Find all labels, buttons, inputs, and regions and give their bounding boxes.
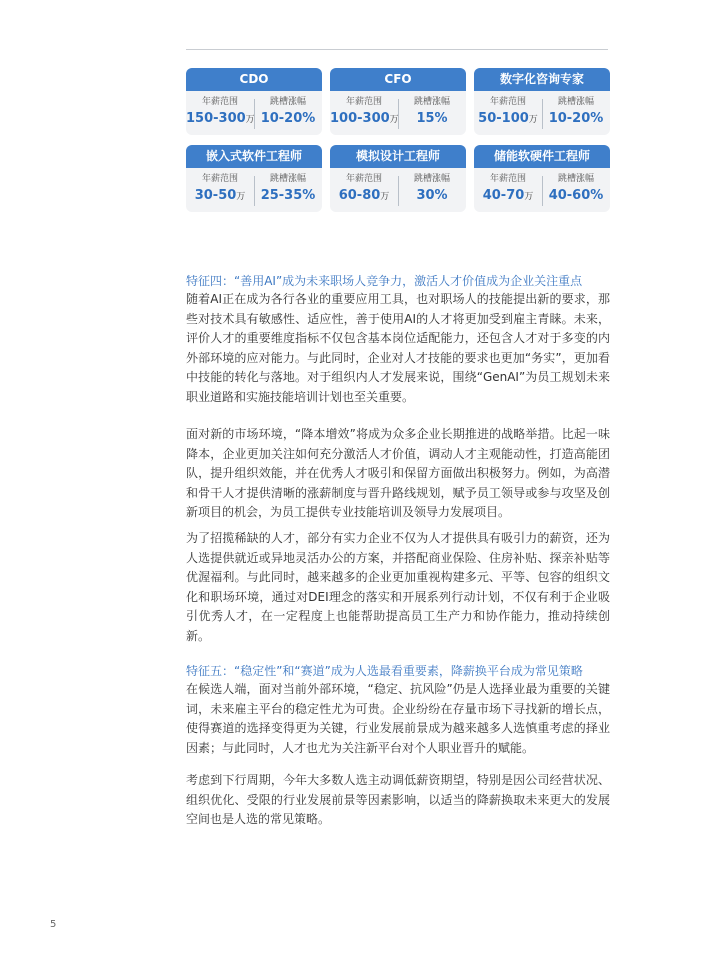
salary-range-label: 年薪范围 — [489, 97, 526, 107]
salary-unit: 万 — [236, 192, 246, 202]
salary-card — [474, 145, 610, 212]
salary-range-value: 30-50 — [194, 188, 237, 203]
jump-increase-label: 跳槽涨幅 — [557, 174, 594, 184]
salary-range-value: 50-100 — [478, 111, 529, 126]
salary-card — [186, 145, 322, 212]
jump-increase-value: 15% — [416, 111, 448, 126]
section-4-paragraph-1: 随着AI正在成为各行各业的重要应用工具，也对职场人的技能提出新的要求，那些对技术具有敏感性、适应性，善于使用AI的人才将更加受到雇主青睐。未来，评价人才的重要维度指标不仅包含基本岗位适配能力，还包含人才对于多变的内外部环境的应对能力。与此同时，企业对人才技能的要求也更加“务实”，更加看中技能的转化与落地。对于组织内人才发展来说，围绕“GenAI”为员工规划未来职业道路和实施技能培训计划也至关重要。 — [186, 292, 610, 404]
card-title: CFO — [330, 68, 466, 91]
salary-range-label: 年薪范围 — [345, 174, 382, 184]
salary-range-label: 年薪范围 — [201, 174, 238, 184]
salary-range-label: 年薪范围 — [201, 97, 238, 107]
salary-card — [330, 145, 466, 212]
section-5-title: 特征五：“稳定性”和“赛道”成为人选最看重要素，降薪换平台成为常见策略 — [186, 664, 583, 678]
card-title: 数字化咨询专家 — [474, 68, 610, 91]
card-title: 嵌入式软件工程师 — [186, 145, 322, 168]
section-4-paragraph-2: 面对新的市场环境，“降本增效”将成为众多企业长期推进的战略举措。比起一味降本，企业更加关注如何充分激活人才价值，调动人才主观能动性，打造高能团队，提升组织效能，并在优秀人才吸引和保留方面做出积极努力。例如，为高潜和骨干人才提供清晰的涨薪制度与晋升路线规划，赋予员工领导或参与攻坚及创新项目的机会，为员工提供专业技能培训及领导力发展项目。 — [186, 427, 610, 519]
jump-increase-value: 10-20% — [260, 111, 316, 126]
salary-range-value: 60-80 — [338, 188, 381, 203]
section-5-paragraph-1: 在候选人端，面对当前外部环境，“稳定、抗风险”仍是人选择业最为重要的关键词，未来雇主平台的稳定性尤为可贵。企业纷纷在存量市场下寻找新的增长点，使得赛道的选择变得更为关键，行业发展前景成为越来越多人选慎重考虑的择业因素；与此同时，人才也尤为关注新平台对个人职业晋升的赋能。 — [186, 682, 610, 755]
salary-card — [330, 68, 466, 135]
section-5-paragraph-2: 考虑到下行周期，今年大多数人选主动调低薪资期望，特别是因公司经营状况、组织优化、受限的行业发展前景等因素影响，以适当的降薪换取未来更大的发展空间也是人选的常见策略。 — [186, 773, 610, 826]
salary-range-value: 40-70 — [482, 188, 525, 203]
jump-increase-value: 25-35% — [260, 188, 316, 203]
salary-range-label: 年薪范围 — [345, 97, 382, 107]
salary-unit: 万 — [528, 115, 538, 125]
card-title: 储能软硬件工程师 — [474, 145, 610, 168]
salary-card — [186, 68, 322, 135]
page-number: 5 — [50, 919, 57, 930]
salary-unit: 万 — [524, 192, 534, 202]
jump-increase-label: 跳槽涨幅 — [557, 97, 594, 107]
top-divider — [186, 49, 608, 50]
salary-range-value: 150-300 — [186, 111, 246, 126]
salary-unit: 万 — [380, 192, 390, 202]
jump-increase-value: 30% — [416, 188, 448, 203]
salary-unit: 万 — [245, 115, 255, 125]
jump-increase-label: 跳槽涨幅 — [413, 174, 450, 184]
card-title: 模拟设计工程师 — [330, 145, 466, 168]
section-4-paragraph-3: 为了招揽稀缺的人才，部分有实力企业不仅为人才提供具有吸引力的薪资，还为人选提供就近或异地灵活办公的方案，并搭配商业保险、住房补贴、探亲补贴等优渥福利。与此同时，越来越多的企业更加重视构建多元、平等、包容的组织文化和职场环境，通过对DEI理念的落实和开展系列行动计划，不仅有利于企业吸引优秀人才，在一定程度上也能帮助提高员工生产力和协作能力，推动持续创新。 — [186, 531, 610, 643]
jump-increase-label: 跳槽涨幅 — [269, 174, 306, 184]
card-title: CDO — [186, 68, 322, 91]
section-4-title: 特征四：“善用AI”成为未来职场人竞争力，激活人才价值成为企业关注重点 — [186, 274, 583, 288]
salary-range-label: 年薪范围 — [489, 174, 526, 184]
jump-increase-label: 跳槽涨幅 — [269, 97, 306, 107]
salary-range-value: 100-300 — [330, 111, 390, 126]
jump-increase-label: 跳槽涨幅 — [413, 97, 450, 107]
salary-unit: 万 — [389, 115, 399, 125]
jump-increase-value: 40-60% — [548, 188, 604, 203]
jump-increase-value: 10-20% — [548, 111, 604, 126]
salary-card — [474, 68, 610, 135]
